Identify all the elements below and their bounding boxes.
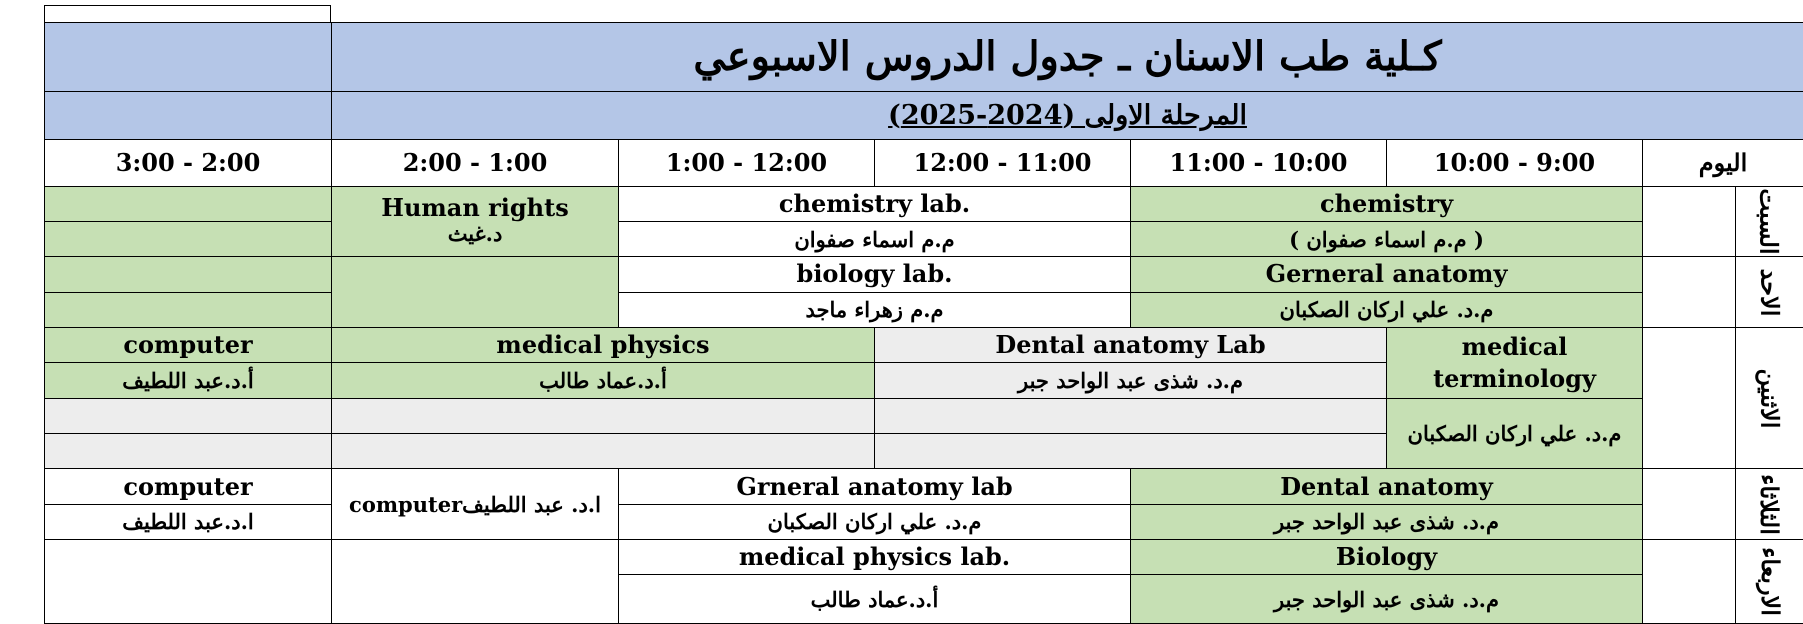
wed-day-blank [1643,540,1736,624]
sat-chem-lab: chemistry lab. [619,186,1131,221]
page-subtitle: المرحلة الاولى (2024-2025) [332,91,1803,139]
wed-biology-teacher: م.د. شذى عبد الواحد جبر [1131,575,1643,624]
header-11-10: 11:00 - 10:00 [1131,140,1387,186]
mon-computer-teacher: أ.د.عبد اللطيف [45,363,332,398]
page-title: كـلية طب الاسنان ـ جدول الدروس الاسبوعي [332,23,1803,92]
wed-biology: Biology [1131,540,1643,575]
wed-day-label: الاربعاء [1736,540,1803,624]
sat-3-2-b [45,221,332,256]
sat-chem-lab-teacher: م.م اسماء صفوان [619,221,1131,256]
sun-3-2-a [45,257,332,292]
header-3-2: 3:00 - 2:00 [45,140,332,186]
header-10-9: 10:00 - 9:00 [1387,140,1643,186]
mon-empty-1b [875,434,1387,469]
tue-dental: Dental anatomy [1131,469,1643,504]
tue-dental-teacher: م.د. شذى عبد الواحد جبر [1131,504,1643,539]
header-12-11: 12:00 - 11:00 [875,140,1131,186]
subtitle-blank-cell [45,91,332,139]
header-day: اليوم [1643,140,1803,186]
sat-day-label: السبت [1736,186,1803,257]
mon-dental-lab-teacher: م.د. شذى عبد الواحد جبر [875,363,1387,398]
tue-day-label: الثلاثاء [1736,469,1803,540]
mon-physics: medical physics [332,327,875,362]
sat-chemistry-teacher: ( م.م اسماء صفوان ) [1131,221,1643,256]
sun-bio-lab-teacher: م.م زهراء ماجد [619,292,1131,327]
mon-empty-2a [332,398,875,433]
tue-computer: computer [45,469,332,504]
header-1-12: 1:00 - 12:00 [619,140,875,186]
wed-physics-lab: medical physics lab. [619,540,1131,575]
mon-dental-lab: Dental anatomy Lab [875,327,1387,362]
wed-physics-lab-teacher: أ.د.عماد طالب [619,575,1131,624]
schedule-table [44,22,1803,624]
mon-empty-1a [875,398,1387,433]
mon-physics-teacher: أ.د.عماد طالب [332,363,875,398]
sun-day-blank [1643,257,1736,328]
mon-day-label: الاثنين [1736,327,1803,468]
mon-empty-3b [45,434,332,469]
header-2-1: 2:00 - 1:00 [332,140,619,186]
tue-anatomy-lab: Grneral anatomy lab [619,469,1131,504]
sun-bio-lab: biology lab. [619,257,1131,292]
sun-3-2-b [45,292,332,327]
sun-anatomy: Gerneral anatomy [1131,257,1643,292]
sun-2-1-empty [332,257,619,328]
mon-terminology: medical terminology [1387,327,1643,398]
tue-anatomy-lab-teacher: م.د. علي اركان الصكبان [619,504,1131,539]
tue-computer2: ا.د. عبد اللطيفcomputer [332,469,619,540]
sat-human-rights-cell [332,186,619,257]
tue-day-blank [1643,469,1736,540]
sheet-tab-box [44,5,331,22]
sun-anatomy-teacher: م.د. علي اركان الصكبان [1131,292,1643,327]
mon-empty-2b [332,434,875,469]
sun-day-label: الاحد [1736,257,1803,328]
sat-human-rights: Human rights [381,193,569,223]
mon-day-blank [1643,327,1736,468]
mon-terminology-teacher: م.د. علي اركان الصكبان [1387,398,1643,469]
mon-empty-3a [45,398,332,433]
sat-human-rights-teacher: د.غيث [447,221,503,247]
title-blank-cell [45,23,332,92]
tue-computer-teacher: ا.د.عبد اللطيف [45,504,332,539]
sat-3-2-a [45,186,332,221]
wed-2-1-empty [332,540,619,624]
mon-computer: computer [45,327,332,362]
sat-chemistry: chemistry [1131,186,1643,221]
sat-day-blank [1643,186,1736,257]
wed-3-2-empty [45,540,332,624]
